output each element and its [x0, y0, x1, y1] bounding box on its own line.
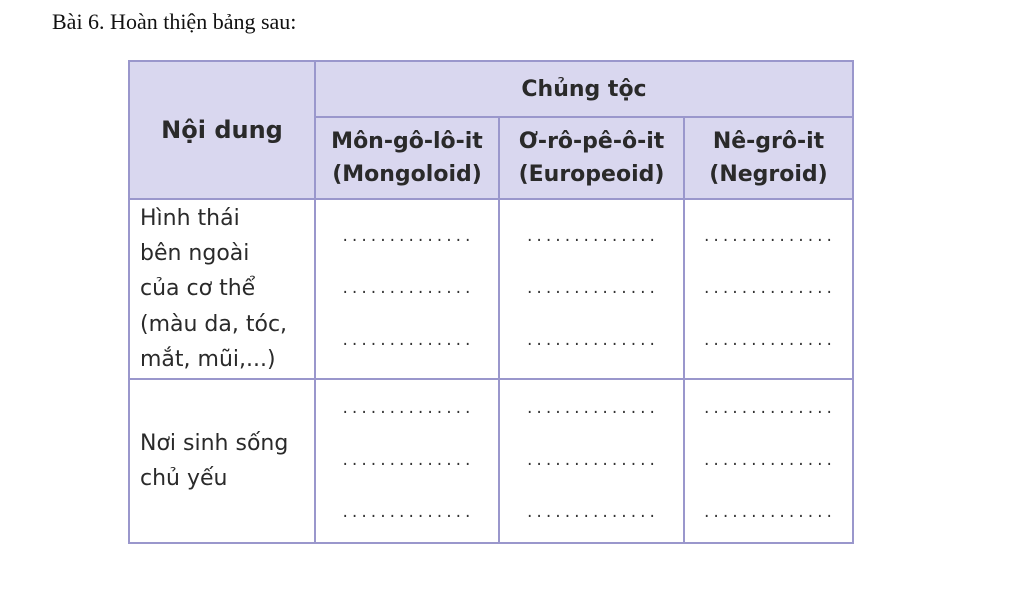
blank-line[interactable]: .............. — [525, 505, 658, 521]
blank-line[interactable]: .............. — [702, 281, 835, 297]
answer-cell-negroid-appearance[interactable] — [684, 199, 853, 379]
answer-cell-mongoloid-appearance[interactable] — [315, 199, 499, 379]
blank-line[interactable]: .............. — [340, 505, 473, 521]
blank-line[interactable]: .............. — [525, 453, 658, 469]
column-alt-name: (Mongoloid) — [332, 162, 482, 187]
row-label-habitat — [129, 379, 315, 543]
blank-line[interactable]: .............. — [702, 401, 835, 417]
row-label-line: bên ngoài — [140, 241, 250, 267]
header-europeoid — [499, 117, 684, 199]
row-label-line: chủ yếu — [140, 466, 228, 491]
column-name: Môn-gô-lô-it — [331, 129, 483, 154]
row-label-line: mắt, mũi,...) — [140, 346, 276, 372]
row-label-line: (màu da, tóc, — [140, 311, 288, 337]
column-alt-name: (Negroid) — [709, 162, 828, 187]
header-content: Nội dung — [129, 61, 315, 199]
answer-cell-europeoid-appearance[interactable] — [499, 199, 684, 379]
row-label-line: Hình thái — [140, 206, 240, 232]
header-race-group: Chủng tộc — [315, 61, 853, 117]
row-label-line: của cơ thể — [140, 276, 256, 302]
answer-cell-mongoloid-habitat[interactable] — [315, 379, 499, 543]
column-name: Ơ-rô-pê-ô-it — [518, 129, 665, 154]
blank-line[interactable]: .............. — [340, 401, 473, 417]
table-row-appearance — [129, 199, 853, 379]
column-alt-name: (Europeoid) — [518, 162, 665, 187]
blank-line[interactable]: .............. — [702, 453, 835, 469]
blank-line[interactable]: .............. — [702, 229, 835, 245]
blank-line[interactable]: .............. — [525, 333, 658, 349]
blank-line[interactable]: .............. — [525, 229, 658, 245]
row-label-appearance — [129, 199, 315, 379]
blank-line[interactable]: .............. — [702, 333, 835, 349]
blank-line[interactable]: .............. — [525, 401, 658, 417]
answer-table — [128, 60, 854, 544]
blank-line[interactable]: .............. — [340, 453, 473, 469]
blank-line[interactable]: .............. — [525, 281, 658, 297]
blank-line[interactable]: .............. — [340, 333, 473, 349]
answer-cell-europeoid-habitat[interactable] — [499, 379, 684, 543]
answer-cell-negroid-habitat[interactable] — [684, 379, 853, 543]
column-name: Nê-grô-it — [712, 129, 825, 154]
blank-line[interactable]: .............. — [702, 505, 835, 521]
header-negroid — [684, 117, 853, 199]
exercise-heading: Bài 6. Hoàn thiện bảng sau: — [52, 9, 297, 34]
blank-line[interactable]: .............. — [340, 281, 473, 297]
header-mongoloid — [315, 117, 499, 199]
blank-line[interactable]: .............. — [340, 229, 473, 245]
table-row-habitat — [129, 379, 853, 543]
row-label-line: Nơi sinh sống — [140, 430, 289, 456]
